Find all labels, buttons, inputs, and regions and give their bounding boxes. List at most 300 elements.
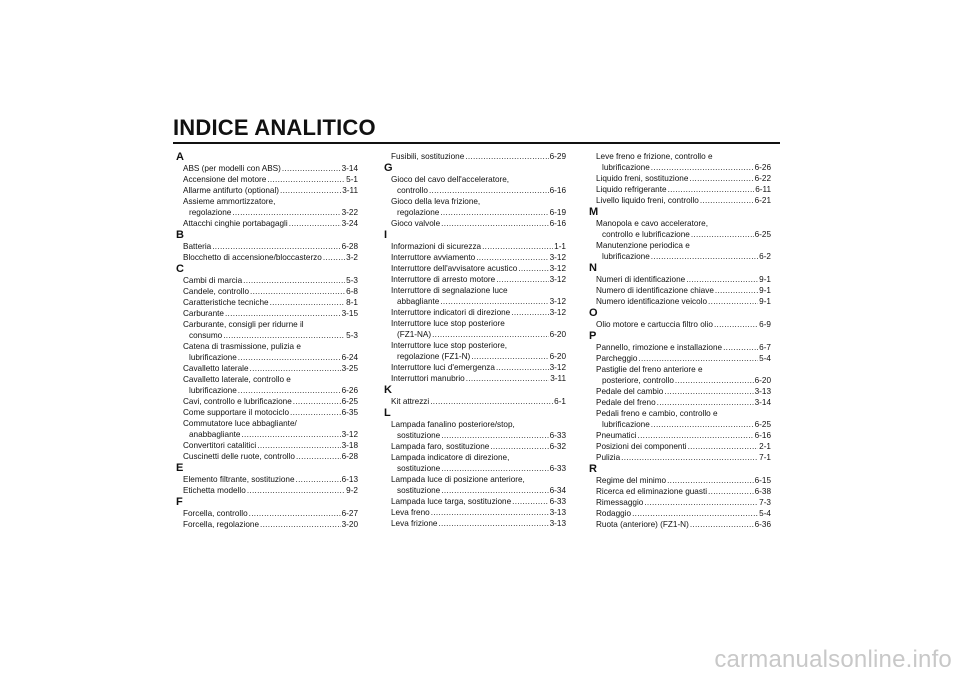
leader-dots [723,342,758,353]
entry-text: Commutatore luce abbagliante/ [183,419,297,428]
leader-dots [430,396,553,407]
entry-text: Liquido freni, sostituzione [596,174,689,183]
index-entry [596,386,771,397]
entry-text: Elemento filtrante, sostituzione [183,475,295,484]
entry-text: Gioco del cavo dell'acceleratore, [391,175,510,184]
entry-text: Fusibili, sostituzione [391,152,465,161]
page-number: 6-21 [754,196,771,205]
section-letter: L [384,407,391,419]
entry-text: Informazioni di sicurezza [391,242,482,251]
index-entry [596,319,771,330]
page-number: 3-12 [549,275,566,284]
entry-text: Etichetta modello [183,486,246,495]
leader-dots [496,362,549,373]
index-entry [391,285,566,307]
entry-text: Carburante [183,309,224,318]
watermark: carmanualsonline.info [714,646,952,673]
page-number: 5-3 [346,276,358,285]
leader-dots [441,430,548,441]
page-number: 6-36 [754,520,771,529]
entry-text: Numero di identificazione chiave [596,286,714,295]
leader-dots [688,441,759,452]
index-entry [596,364,771,386]
index-entry [183,418,358,440]
leader-dots [651,162,754,173]
entry-text: regolazione [189,208,232,217]
section-letter: M [589,206,599,218]
page-number: 6-11 [755,185,771,194]
index-entry [391,218,566,229]
leader-dots [708,296,758,307]
index-entry [596,151,771,173]
section-letter: R [589,463,597,475]
page-number: 6-9 [759,320,771,329]
page-number: 6-28 [341,242,358,251]
index-entry [391,307,566,318]
section-letter: E [176,462,184,474]
index-entry [596,441,771,452]
index-entry [391,174,566,196]
index-entry [391,507,566,518]
index-entry [391,263,566,274]
index-entry [596,452,771,463]
leader-dots [241,429,340,440]
leader-dots [466,373,549,384]
entry-text: Interruttore luce stop posteriore, [391,341,508,350]
index-entry [596,508,771,519]
entry-text: Pedale del freno [596,398,656,407]
page-number: 6-7 [759,343,771,352]
page-number: 2-1 [759,442,771,451]
entry-text: lubrificazione [189,353,237,362]
leader-dots [250,363,341,374]
index-entry [596,497,771,508]
entry-text: Liquido refrigerante [596,185,667,194]
leader-dots [668,184,755,195]
page-number: 6-26 [341,386,358,395]
index-entry [391,419,566,441]
page-number: 9-1 [759,286,771,295]
index-entry [183,241,358,252]
leader-dots [490,441,548,452]
entry-text: Lampada luce di posizione anteriore, [391,475,525,484]
leader-dots [429,185,549,196]
section-letter: G [384,162,393,174]
index-entry [596,486,771,497]
section-letter: F [176,496,183,508]
entry-text: regolazione [397,208,440,217]
entry-text: Candele, controllo [183,287,249,296]
leader-dots [260,519,341,530]
leader-dots [250,286,345,297]
page-number: 6-28 [341,452,358,461]
entry-text: lubrificazione [189,386,237,395]
page-number: 6-35 [341,408,358,417]
page-number: 6-16 [549,186,566,195]
page-number: 3-18 [341,441,358,450]
index-entry [183,508,358,519]
entry-text: controllo e lubrificazione [602,230,690,239]
page-number: 5-4 [759,354,771,363]
index-entry [391,452,566,474]
leader-dots [700,195,754,206]
page-number: 3-25 [341,364,358,373]
entry-text: Lampada indicatore di direzione, [391,453,510,462]
page-number: 3-12 [549,297,566,306]
page-number: 3-14 [754,398,771,407]
entry-text: Lampada luce targa, sostituzione [391,497,512,506]
entry-text: Interruttore luci d'emergenza [391,363,495,372]
entry-text: posteriore, controllo [602,376,674,385]
page-number: 6-20 [754,376,771,385]
page-number: 3-12 [549,363,566,372]
page-number: 3-12 [549,308,566,317]
entry-text: Catena di trasmissione, pulizia e [183,342,301,351]
entry-text: Gioco valvole [391,219,441,228]
page-number: 6-8 [346,287,358,296]
entry-text: lubrificazione [602,252,650,261]
page-title: INDICE ANALITICO [173,115,376,140]
page-number: 3-13 [549,508,566,517]
page-number: 6-33 [549,464,566,473]
index-entry [183,196,358,218]
leader-dots [518,263,548,274]
leader-dots [496,274,548,285]
index-entry [183,252,358,263]
leader-dots [441,485,548,496]
entry-text: sostituzione [397,431,441,440]
section-letter: C [176,263,184,275]
entry-text: consumo [189,331,223,340]
entry-text: Cuscinetti delle ruote, controllo [183,452,295,461]
page-number: 6-16 [549,219,566,228]
leader-dots [296,451,341,462]
page-number: 3-13 [549,519,566,528]
section-letter: K [384,384,392,396]
index-entry [596,408,771,430]
index-entry [596,475,771,486]
entry-text: Forcella, controllo [183,509,248,518]
index-entry [391,274,566,285]
leader-dots [238,385,341,396]
index-entry [183,308,358,319]
entry-text: Pannello, rimozione e installazione [596,343,723,352]
index-entry [391,362,566,373]
entry-text: Olio motore e cartuccia filtro olio [596,320,713,329]
entry-text: sostituzione [397,464,441,473]
index-entry [596,353,771,364]
entry-text: (FZ1-NA) [397,330,432,339]
leader-dots [212,241,340,252]
page-number: 9-2 [346,486,358,495]
leader-dots [476,252,548,263]
entry-text: Rimessaggio [596,498,644,507]
leader-dots [441,218,548,229]
entry-text: Convertitori catalitici [183,441,257,450]
entry-text: Interruttore dell'avvisatore acustico [391,264,518,273]
entry-text: Come supportare il motociclo [183,408,290,417]
entry-text: Cambi di marcia [183,276,243,285]
leader-dots [296,474,341,485]
index-entry [183,275,358,286]
leader-dots [293,396,341,407]
entry-text: Posizioni dei componenti [596,442,687,451]
index-entry [183,374,358,396]
page-number: 3-15 [341,309,358,318]
leader-dots [664,386,753,397]
entry-text: Ricerca ed eliminazione guasti [596,487,708,496]
index-entry [596,184,771,195]
entry-text: regolazione (FZ1-N) [397,352,471,361]
leader-dots [223,330,345,341]
index-entry [391,496,566,507]
index-entry [391,474,566,496]
index-entry [183,319,358,341]
leader-dots [686,274,758,285]
index-entry [183,440,358,451]
leader-dots [657,397,754,408]
leader-dots [440,296,548,307]
leader-dots [267,174,345,185]
entry-text: controllo [397,186,428,195]
page-number: 3-12 [341,430,358,439]
index-entry [183,363,358,374]
page-number: 6-26 [754,163,771,172]
entry-text: Interruttore di segnalazione luce [391,286,508,295]
leader-dots [465,151,548,162]
page-number: 6-22 [754,174,771,183]
section-letter: I [384,229,388,241]
entry-text: lubrificazione [602,420,650,429]
page-number: 6-33 [549,497,566,506]
page-number: 6-20 [549,352,566,361]
leader-dots [690,519,754,530]
index-entry [596,296,771,307]
index-entry [596,342,771,353]
page-number: 6-38 [754,487,771,496]
entry-text: Numeri di identificazione [596,275,686,284]
page-number: 3-22 [341,208,358,217]
leader-dots [270,297,346,308]
page-number: 6-33 [549,431,566,440]
leader-dots [323,252,345,263]
leader-dots [714,319,758,330]
page-number: 6-25 [754,230,771,239]
leader-dots [225,308,341,319]
entry-text: Interruttore luce stop posteriore [391,319,505,328]
index-entry [391,396,566,407]
leader-dots [247,485,345,496]
leader-dots [715,285,758,296]
index-entry [183,218,358,229]
entry-text: Cavalletto laterale [183,364,249,373]
entry-text: abbagliante [397,297,440,306]
entry-text: Regime del minimo [596,476,667,485]
entry-text: Pastiglie del freno anteriore e [596,365,703,374]
index-entry [391,373,566,384]
section-letter: P [589,330,597,342]
index-entry [596,218,771,240]
page-number: 7-3 [759,498,771,507]
leader-dots [438,518,548,529]
leader-dots [431,507,549,518]
leader-dots [232,207,340,218]
leader-dots [667,475,754,486]
entry-text: Caratteristiche tecniche [183,298,269,307]
entry-text: Carburante, consigli per ridurne il [183,320,304,329]
page-number: 6-25 [754,420,771,429]
page-number: 5-3 [346,331,358,340]
index-entry [183,396,358,407]
index-entry [183,286,358,297]
leader-dots [290,407,341,418]
index-entry [391,518,566,529]
entry-text: Interruttore di arresto motore [391,275,496,284]
page-number: 6-13 [341,475,358,484]
leader-dots [621,452,758,463]
page-number: 9-1 [759,297,771,306]
leader-dots [708,486,754,497]
entry-text: Interruttore indicatori di direzione [391,308,511,317]
entry-text: Assieme ammortizzatore, [183,197,276,206]
leader-dots [280,185,341,196]
page-number: 3-12 [549,264,566,273]
entry-text: Gioco della leva frizione, [391,197,481,206]
page-number: 6-24 [341,353,358,362]
entry-text: Attacchi cinghie portabagagli [183,219,288,228]
leader-dots [441,463,548,474]
page-number: 6-1 [554,397,566,406]
entry-text: Manopola e cavo acceleratore, [596,219,708,228]
leader-dots [675,375,754,386]
index-column-2 [384,151,566,529]
index-entry [596,397,771,408]
page-number: 3-2 [346,253,358,262]
index-column-3 [589,151,771,530]
entry-text: Lampada faro, sostituzione [391,442,490,451]
index-entry [183,341,358,363]
leader-dots [432,329,549,340]
page-number: 3-20 [341,520,358,529]
leader-dots [651,251,758,262]
index-entry [183,185,358,196]
leader-dots [257,440,340,451]
leader-dots [512,496,548,507]
page-number: 3-12 [549,253,566,262]
leader-dots [249,508,341,519]
index-entry [596,195,771,206]
index-entry [596,173,771,184]
entry-text: Pedali freno e cambio, controllo e [596,409,718,418]
page-number: 6-32 [549,442,566,451]
index-entry [391,241,566,252]
index-entry [391,318,566,340]
page-number: 3-11 [550,374,566,383]
index-entry [391,196,566,218]
index-entry [183,474,358,485]
entry-text: Leva freno [391,508,430,517]
page-number: 6-29 [549,152,566,161]
index-entry [183,485,358,496]
leader-dots [689,173,753,184]
title-underline [173,142,780,144]
leader-dots [651,419,754,430]
leader-dots [482,241,553,252]
entry-text: sostituzione [397,486,441,495]
entry-text: Interruttore avviamento [391,253,476,262]
entry-text: Numero identificazione veicolo [596,297,708,306]
entry-text: Blocchetto di accensione/bloccasterzo [183,253,322,262]
page-number: 6-20 [549,330,566,339]
entry-text: Pneumatici [596,431,637,440]
entry-text: Pulizia [596,453,621,462]
section-letter: O [589,307,598,319]
leader-dots [632,508,758,519]
index-entry [183,163,358,174]
leader-dots [511,307,548,318]
index-entry [596,285,771,296]
page-number: 3-11 [342,186,358,195]
page-number: 3-24 [341,219,358,228]
entry-text: anabbagliante [189,430,241,439]
index-entry [183,174,358,185]
entry-text: ABS (per modelli con ABS) [183,164,281,173]
entry-text: Ruota (anteriore) (FZ1-N) [596,520,689,529]
leader-dots [289,218,341,229]
index-entry [183,519,358,530]
index-entry [183,297,358,308]
entry-text: Forcella, regolazione [183,520,260,529]
entry-text: Rodaggio [596,509,632,518]
index-entry [391,441,566,452]
index-entry [391,340,566,362]
entry-text: Allarme antifurto (optional) [183,186,280,195]
entry-text: Parcheggio [596,354,638,363]
index-entry [391,151,566,162]
index-entry [183,451,358,462]
page-number: 3-13 [754,387,771,396]
section-letter: A [176,151,184,163]
entry-text: Manutenzione periodica e [596,241,690,250]
page-number: 1-1 [554,242,566,251]
page-number: 9-1 [759,275,771,284]
entry-text: Kit attrezzi [391,397,430,406]
leader-dots [638,353,758,364]
page-number: 5-1 [346,175,358,184]
section-letter: N [589,262,597,274]
entry-text: Batteria [183,242,212,251]
page-number: 7-1 [759,453,771,462]
index-entry [596,240,771,262]
page-number: 6-16 [754,431,771,440]
page-number: 6-15 [754,476,771,485]
page-number: 5-4 [759,509,771,518]
leader-dots [644,497,758,508]
index-entry [391,252,566,263]
leader-dots [440,207,548,218]
entry-text: Pedale del cambio [596,387,664,396]
entry-text: Leve freno e frizione, controllo e [596,152,713,161]
index-entry [596,519,771,530]
leader-dots [282,163,341,174]
leader-dots [691,229,754,240]
leader-dots [243,275,345,286]
entry-text: Accensione del motore [183,175,267,184]
leader-dots [238,352,341,363]
entry-text: Cavi, controllo e lubrificazione [183,397,292,406]
page-number: 6-34 [549,486,566,495]
entry-text: Livello liquido freni, controllo [596,196,699,205]
